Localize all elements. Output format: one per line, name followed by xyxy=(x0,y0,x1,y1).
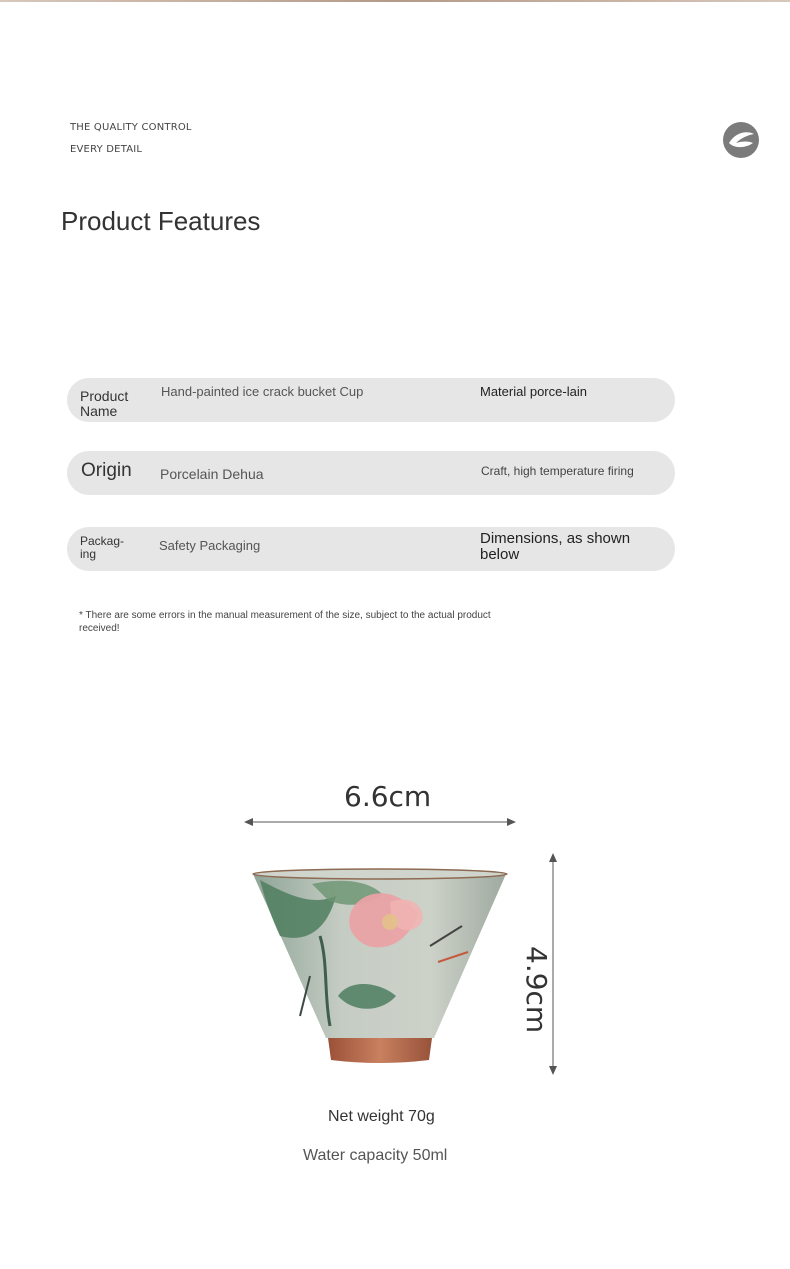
spec-row-product-name xyxy=(67,378,675,422)
width-dimension-arrow xyxy=(244,815,516,827)
spec-row-origin xyxy=(67,451,675,495)
spec-value: Safety Packaging xyxy=(159,538,261,553)
spec-label: Packag-ing xyxy=(80,534,125,561)
spec-right-value: Dimensions, as shown below xyxy=(480,530,631,563)
measurement-disclaimer: * There are some errors in the manual measurement of the size, subject to the actual product received! xyxy=(79,610,491,634)
leaf-icon xyxy=(722,121,760,159)
net-weight: Net weight 70g xyxy=(328,1108,435,1125)
spec-row-packaging xyxy=(67,527,675,571)
page-title: Product Features xyxy=(61,206,261,236)
spec-label: Product Name xyxy=(80,388,129,419)
spec-value: Hand-painted ice crack bucket Cup xyxy=(161,384,364,399)
kicker-line-2: EVERY DETAIL xyxy=(70,144,143,155)
width-dimension-label: 6.6cm xyxy=(344,780,432,813)
spec-right-value: Craft, high temperature firing xyxy=(481,464,634,478)
top-divider xyxy=(0,0,790,2)
spec-value: Porcelain Dehua xyxy=(160,466,264,482)
height-dimension-label: 4.9cm xyxy=(520,946,553,1034)
kicker-line-1: THE QUALITY CONTROL xyxy=(70,122,192,133)
spec-right-value: Material porce-lain xyxy=(480,384,587,399)
water-capacity: Water capacity 50ml xyxy=(303,1147,448,1164)
spec-label: Origin xyxy=(81,460,132,481)
tea-cup-illustration xyxy=(250,866,510,1066)
